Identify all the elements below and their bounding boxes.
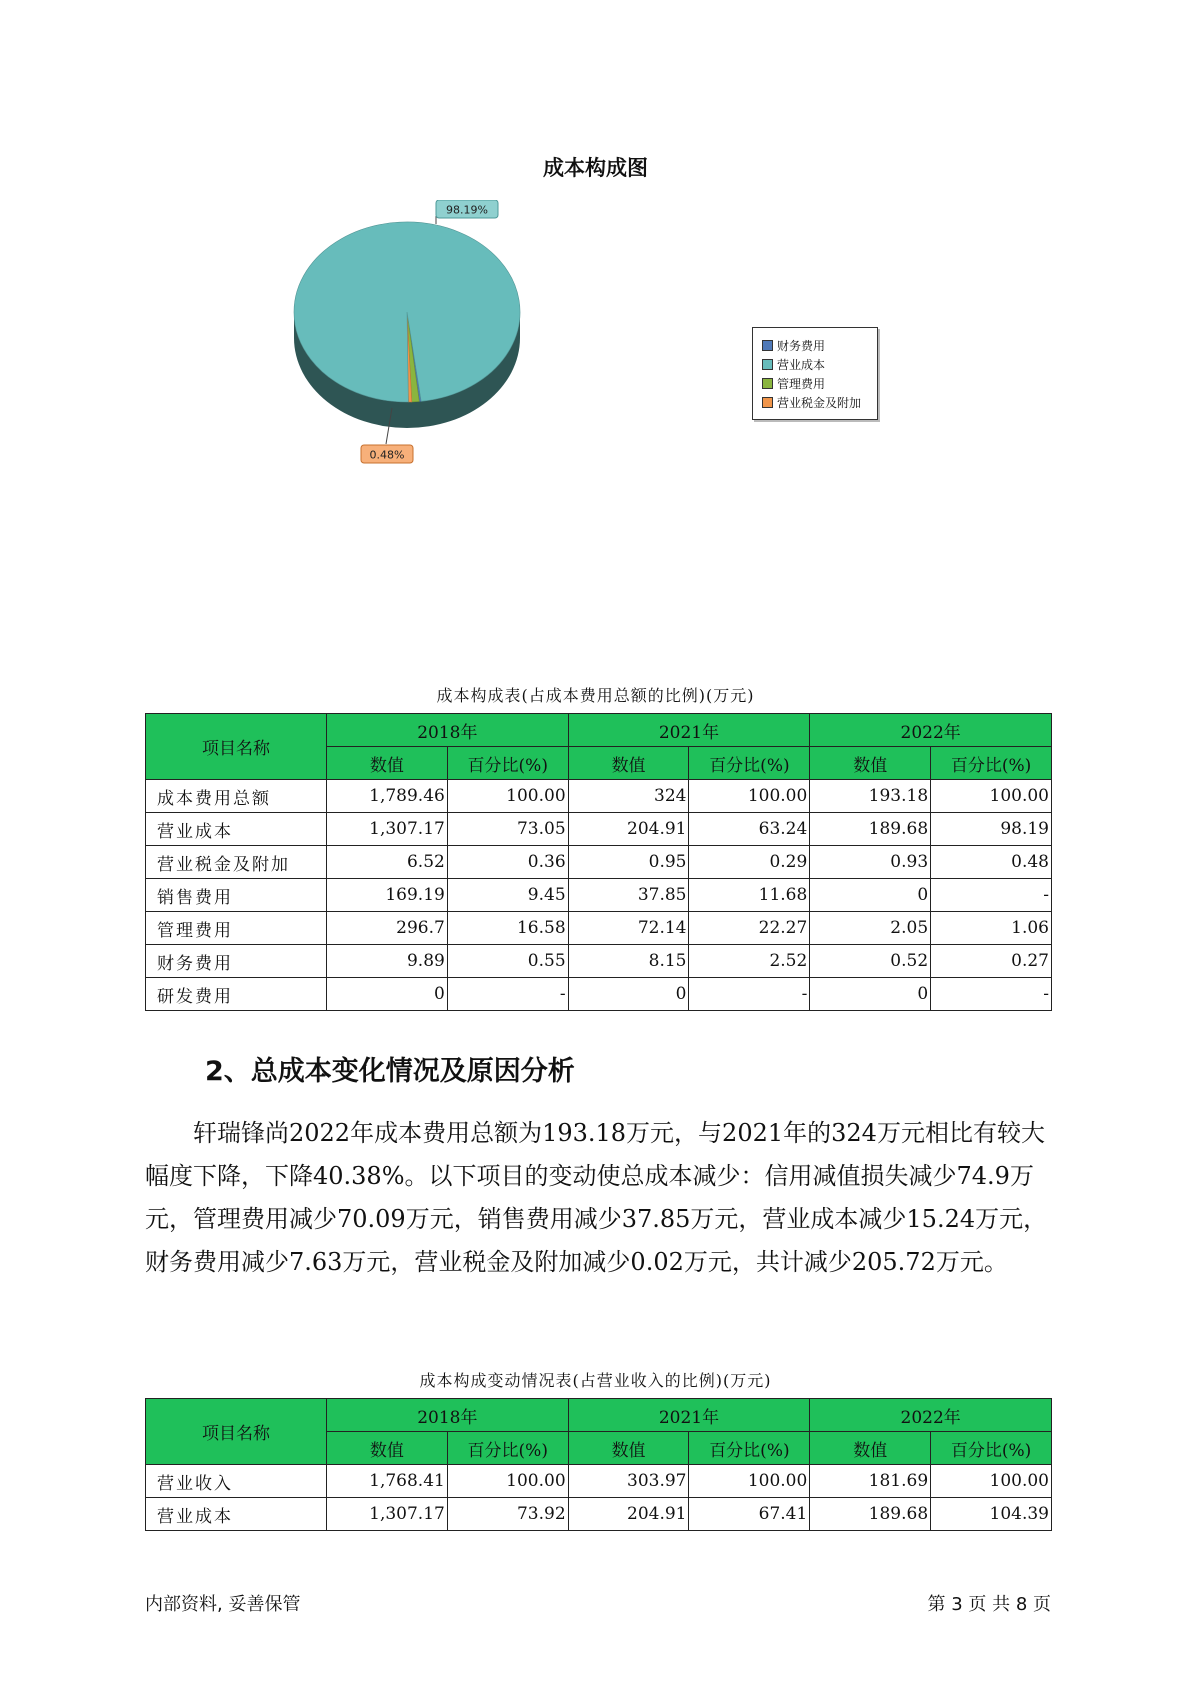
percent-cell: 100.00 xyxy=(447,1465,568,1498)
value-cell: 0 xyxy=(810,879,931,912)
cost-composition-table xyxy=(145,713,1052,1011)
value-cell: 204.91 xyxy=(568,813,689,846)
table-row xyxy=(146,846,1052,879)
data-label-taxes: 0.48% xyxy=(369,448,405,462)
header-item-name: 项目名称 xyxy=(146,1399,327,1465)
value-cell: 189.68 xyxy=(810,813,931,846)
row-label: 财务费用 xyxy=(146,945,327,978)
header-year: 2021年 xyxy=(568,1399,810,1432)
value-cell: 0.93 xyxy=(810,846,931,879)
legend-label: 财务费用 xyxy=(777,339,826,353)
percent-cell: 100.00 xyxy=(689,780,810,813)
chart-title: 成本构成图 xyxy=(543,156,648,180)
percent-cell: 1.06 xyxy=(931,912,1052,945)
row-label: 营业成本 xyxy=(146,1498,327,1531)
value-cell: 181.69 xyxy=(810,1465,931,1498)
percent-cell: 67.41 xyxy=(689,1498,810,1531)
percent-cell: 0.29 xyxy=(689,846,810,879)
value-cell: 72.14 xyxy=(568,912,689,945)
value-cell: 9.89 xyxy=(327,945,448,978)
legend-swatch xyxy=(762,378,773,389)
table-row xyxy=(146,912,1052,945)
value-cell: 189.68 xyxy=(810,1498,931,1531)
legend-swatch xyxy=(762,359,773,370)
section-heading: 2、总成本变化情况及原因分析 xyxy=(205,1056,575,1087)
value-cell: 8.15 xyxy=(568,945,689,978)
chart-legend xyxy=(752,327,878,420)
percent-cell: 100.00 xyxy=(689,1465,810,1498)
table-row xyxy=(146,813,1052,846)
percent-cell: 63.24 xyxy=(689,813,810,846)
percent-cell: - xyxy=(689,978,810,1011)
header-year: 2018年 xyxy=(327,714,569,747)
header-value: 数值 xyxy=(327,1432,448,1465)
table-row xyxy=(146,1498,1052,1531)
table2-caption: 成本构成变动情况表(占营业收入的比例)(万元) xyxy=(419,1371,772,1390)
footer-page-number: 第 3 页 共 8 页 xyxy=(927,1594,1051,1615)
value-cell: 1,789.46 xyxy=(327,780,448,813)
percent-cell: - xyxy=(931,978,1052,1011)
table-row xyxy=(146,780,1052,813)
value-cell: 303.97 xyxy=(568,1465,689,1498)
header-percent: 百分比(%) xyxy=(931,747,1052,780)
header-value: 数值 xyxy=(568,747,689,780)
row-label: 销售费用 xyxy=(146,879,327,912)
legend-label: 营业税金及附加 xyxy=(777,396,862,410)
percent-cell: 0.27 xyxy=(931,945,1052,978)
row-label: 成本费用总额 xyxy=(146,780,327,813)
footer-confidential: 内部资料, 妥善保管 xyxy=(145,1594,301,1615)
value-cell: 0 xyxy=(568,978,689,1011)
value-cell: 1,307.17 xyxy=(327,1498,448,1531)
legend-item-admin xyxy=(753,374,877,393)
percent-cell: 11.68 xyxy=(689,879,810,912)
legend-label: 营业成本 xyxy=(777,358,826,372)
percent-cell: 0.48 xyxy=(931,846,1052,879)
row-label: 管理费用 xyxy=(146,912,327,945)
header-item-name: 项目名称 xyxy=(146,714,327,780)
value-cell: 193.18 xyxy=(810,780,931,813)
header-percent: 百分比(%) xyxy=(447,1432,568,1465)
pie-slice xyxy=(294,222,520,402)
table-row xyxy=(146,945,1052,978)
legend-item-financial xyxy=(753,336,877,355)
percent-cell: - xyxy=(447,978,568,1011)
legend-item-operating-cost xyxy=(753,355,877,374)
table-row xyxy=(146,978,1052,1011)
value-cell: 0 xyxy=(810,978,931,1011)
percent-cell: 2.52 xyxy=(689,945,810,978)
value-cell: 1,768.41 xyxy=(327,1465,448,1498)
percent-cell: 0.55 xyxy=(447,945,568,978)
legend-swatch xyxy=(762,340,773,351)
header-percent: 百分比(%) xyxy=(447,747,568,780)
value-cell: 37.85 xyxy=(568,879,689,912)
row-label: 营业收入 xyxy=(146,1465,327,1498)
header-year: 2021年 xyxy=(568,714,810,747)
value-cell: 1,307.17 xyxy=(327,813,448,846)
header-year: 2018年 xyxy=(327,1399,569,1432)
data-label-operating-cost: 98.19% xyxy=(446,203,488,217)
header-value: 数值 xyxy=(810,1432,931,1465)
percent-cell: 100.00 xyxy=(931,780,1052,813)
header-percent: 百分比(%) xyxy=(689,747,810,780)
header-value: 数值 xyxy=(327,747,448,780)
percent-cell: 0.36 xyxy=(447,846,568,879)
value-cell: 324 xyxy=(568,780,689,813)
value-cell: 0.95 xyxy=(568,846,689,879)
table-row xyxy=(146,1465,1052,1498)
legend-swatch xyxy=(762,397,773,408)
value-cell: 204.91 xyxy=(568,1498,689,1531)
legend-label: 管理费用 xyxy=(777,377,826,391)
percent-cell: 100.00 xyxy=(931,1465,1052,1498)
analysis-paragraph xyxy=(145,1112,1065,1284)
percent-cell: 73.92 xyxy=(447,1498,568,1531)
value-cell: 6.52 xyxy=(327,846,448,879)
header-value: 数值 xyxy=(568,1432,689,1465)
percent-cell: 98.19 xyxy=(931,813,1052,846)
table-row xyxy=(146,879,1052,912)
row-label: 营业成本 xyxy=(146,813,327,846)
cost-change-table xyxy=(145,1398,1052,1531)
value-cell: 0 xyxy=(327,978,448,1011)
header-year: 2022年 xyxy=(810,1399,1052,1432)
percent-cell: 22.27 xyxy=(689,912,810,945)
pie-chart xyxy=(290,200,570,470)
row-label: 营业税金及附加 xyxy=(146,846,327,879)
header-value: 数值 xyxy=(810,747,931,780)
percent-cell: 100.00 xyxy=(447,780,568,813)
percent-cell: 104.39 xyxy=(931,1498,1052,1531)
percent-cell: 16.58 xyxy=(447,912,568,945)
header-percent: 百分比(%) xyxy=(931,1432,1052,1465)
value-cell: 2.05 xyxy=(810,912,931,945)
header-year: 2022年 xyxy=(810,714,1052,747)
percent-cell: - xyxy=(931,879,1052,912)
value-cell: 0.52 xyxy=(810,945,931,978)
paragraph-text: 轩瑞锋尚2022年成本费用总额为193.18万元，与2021年的324万元相比有较大幅度下降，下降40.38%。以下项目的变动使总成本减少：信用减值损失减少74.9万元，管理费用减少70.09万元，销售费用减少37.85万元，营业成本减少15.24万元，财务费用减少7.63万元，营业税金及附加减少0.02万元，共计减少205.72万元。 xyxy=(145,1119,1048,1276)
percent-cell: 73.05 xyxy=(447,813,568,846)
percent-cell: 9.45 xyxy=(447,879,568,912)
value-cell: 169.19 xyxy=(327,879,448,912)
value-cell: 296.7 xyxy=(327,912,448,945)
legend-item-taxes xyxy=(753,393,877,412)
row-label: 研发费用 xyxy=(146,978,327,1011)
header-percent: 百分比(%) xyxy=(689,1432,810,1465)
table1-caption: 成本构成表(占成本费用总额的比例)(万元) xyxy=(436,686,755,705)
